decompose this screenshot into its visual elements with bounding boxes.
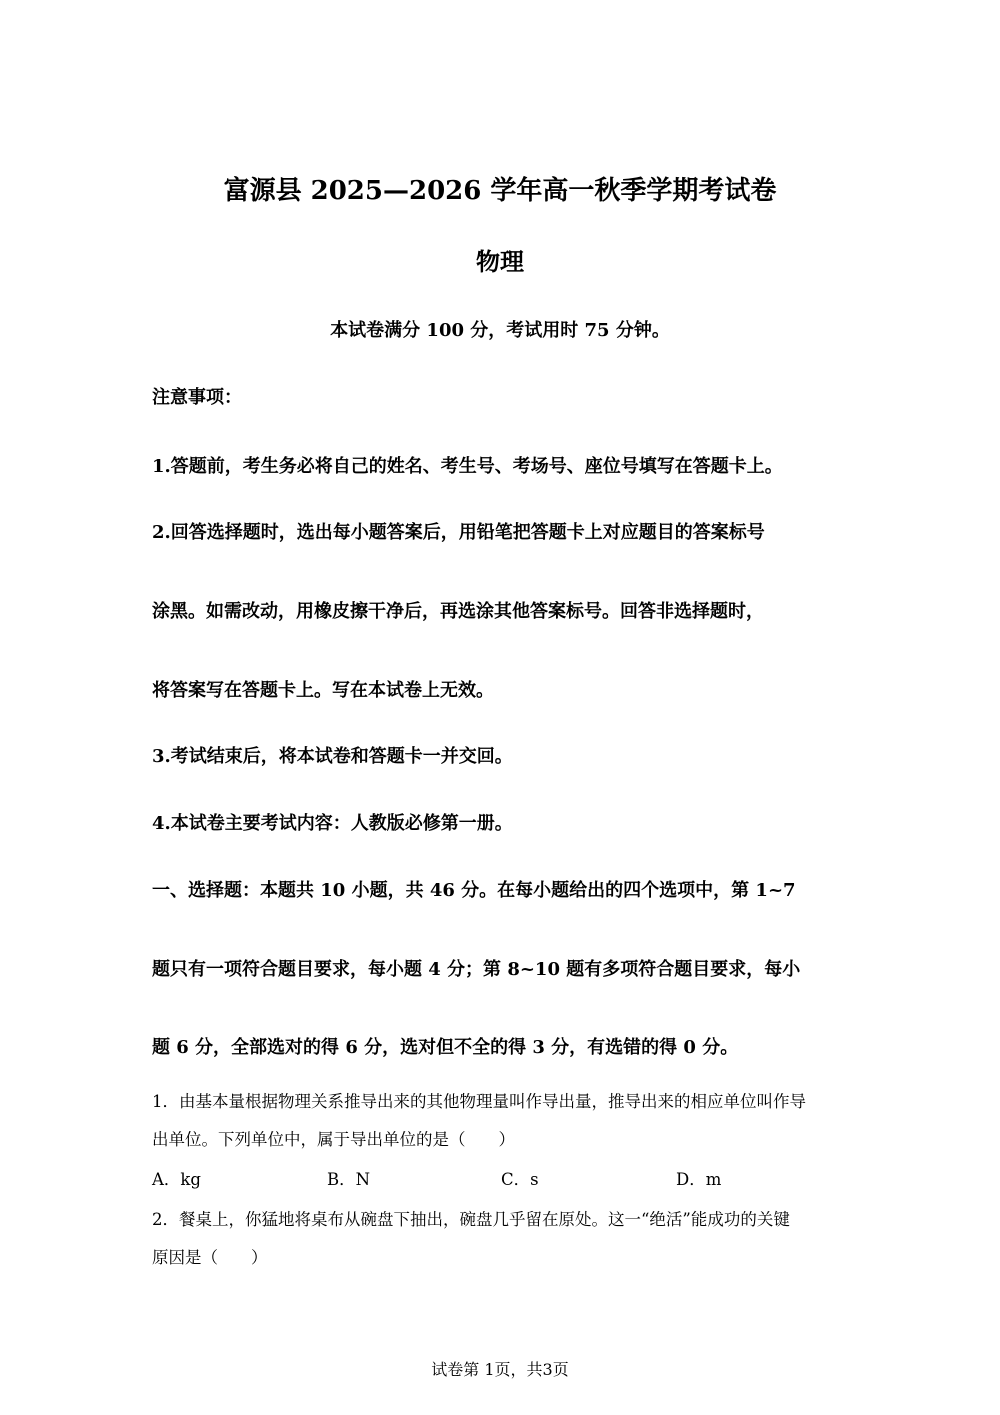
page-footer: 试卷第 1页，共3页 (431, 1360, 569, 1379)
notice-line: 2.回答选择题时，选出每小题答案后，用铅笔把答题卡上对应题目的答案标号 (152, 522, 765, 543)
question-1-option-d: D．m (676, 1170, 722, 1189)
question-1-text: 出单位。下列单位中，属于导出单位的是（ ） (152, 1130, 515, 1149)
page-title: 富源县 2025—2026 学年高一秋季学期考试卷 (223, 176, 777, 206)
notice-heading: 注意事项： (152, 387, 242, 408)
notice-line: 涂黑。如需改动，用橡皮擦干净后，再选涂其他答案标号。回答非选择题时， (152, 601, 764, 622)
section-heading-line: 一、选择题：本题共 10 小题，共 46 分。在每小题给出的四个选项中，第 1~7 (152, 880, 796, 901)
question-1-option-c: C．s (501, 1170, 539, 1189)
score-note: 本试卷满分 100 分，考试用时 75 分钟。 (330, 320, 670, 341)
subject-title: 物理 (476, 247, 524, 276)
question-1-text: 1．由基本量根据物理关系推导出来的其他物理量叫作导出量，推导出来的相应单位叫作导 (152, 1092, 806, 1111)
question-2-text: 原因是（ ） (152, 1248, 268, 1267)
question-1-option-a: A．kg (152, 1170, 201, 1189)
section-heading-line: 题 6 分，全部选对的得 6 分，选对但不全的得 3 分，有选错的得 0 分。 (152, 1037, 739, 1058)
question-1-option-b: B．N (327, 1170, 371, 1189)
section-heading-line: 题只有一项符合题目要求，每小题 4 分；第 8~10 题有多项符合题目要求，每小 (152, 959, 801, 980)
notice-line: 1.答题前，考生务必将自己的姓名、考生号、考场号、座位号填写在答题卡上。 (152, 456, 783, 477)
notice-line: 4.本试卷主要考试内容：人教版必修第一册。 (152, 813, 513, 834)
notice-line: 3.考试结束后，将本试卷和答题卡一并交回。 (152, 746, 513, 767)
notice-line: 将答案写在答题卡上。写在本试卷上无效。 (152, 680, 494, 701)
question-2-text: 2．餐桌上，你猛地将桌布从碗盘下抽出，碗盘几乎留在原处。这一“绝活”能成功的关键 (152, 1210, 790, 1229)
